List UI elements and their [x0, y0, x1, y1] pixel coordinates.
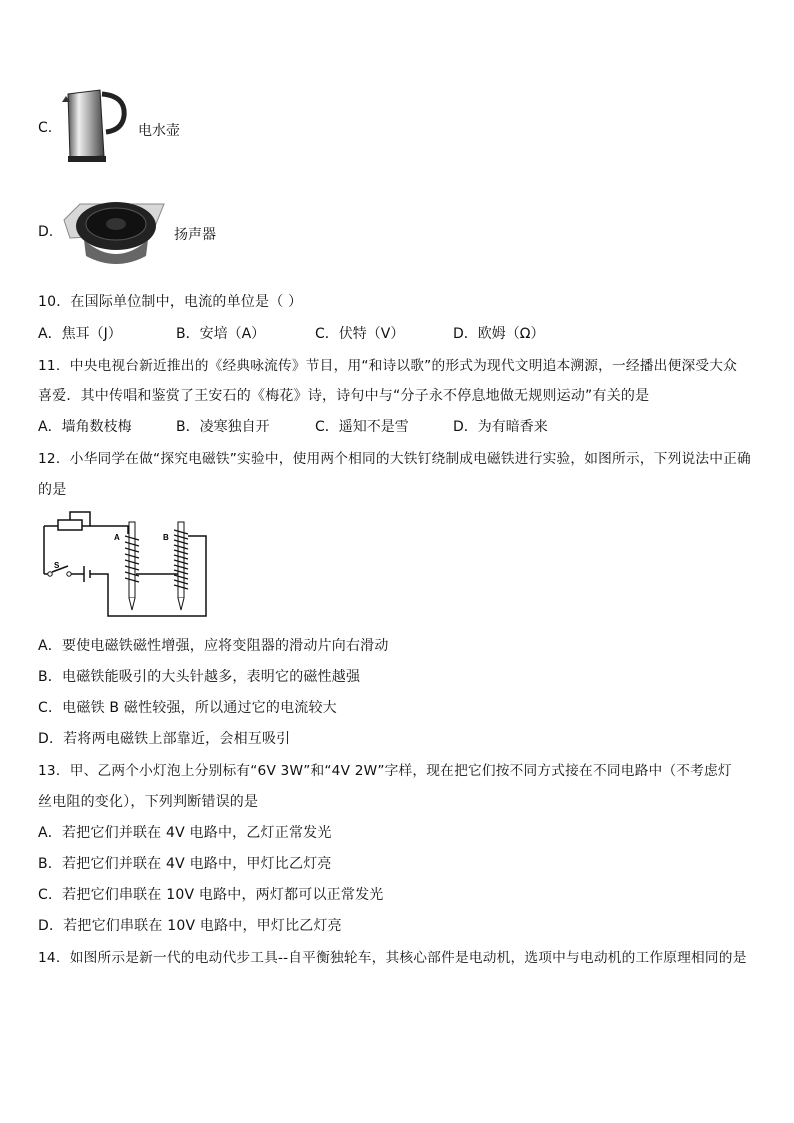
- question-11-option-d: D．为有暗香来: [453, 419, 548, 435]
- question-11-stem-line1: 11．中央电视台新近推出的《经典咏流传》节目，用“和诗以歌”的形式为现代文明追本溯源，一经播出便深受大众: [38, 358, 738, 374]
- option-d-letter: D.: [38, 224, 54, 240]
- electromagnet-circuit-diagram: [38, 506, 210, 622]
- question-10-option-b: B．安培（A）: [176, 326, 266, 342]
- question-10-option-c: C．伏特（V）: [315, 326, 405, 342]
- question-13-stem-line1: 13．甲、乙两个小灯泡上分别标有“6V 3W”和“4V 2W”字样，现在把它们按不同方式接在不同电路中（不考虑灯: [38, 763, 732, 779]
- question-14-stem: 14．如图所示是新一代的电动代步工具--自平衡独轮车，其核心部件是电动机，选项中与电动机的工作原理相同的是: [38, 950, 747, 966]
- question-10-option-a: A．焦耳（J）: [38, 326, 122, 342]
- nail-b: [174, 522, 188, 610]
- label-s: S: [54, 561, 60, 570]
- question-13-option-b: B．若把它们并联在 4V 电路中，甲灯比乙灯亮: [38, 856, 332, 872]
- question-13-option-a: A．若把它们并联在 4V 电路中，乙灯正常发光: [38, 825, 332, 841]
- label-a: A: [114, 533, 120, 542]
- question-10-option-d: D．欧姆（Ω）: [453, 326, 545, 342]
- question-11-option-c: C．遥知不是雪: [315, 419, 409, 435]
- question-12-option-b: B．电磁铁能吸引的大头针越多，表明它的磁性越强: [38, 669, 361, 685]
- question-11-option-b: B．凌寒独自开: [176, 419, 270, 435]
- option-c-label: 电水壶: [138, 123, 180, 139]
- electric-kettle-image: [60, 86, 130, 164]
- loudspeaker-image: [60, 190, 170, 270]
- option-c-letter: C.: [38, 120, 53, 136]
- question-11-stem-line2: 喜爱．其中传唱和鉴赏了王安石的《梅花》诗，诗句中与“分子永不停息地做无规则运动”有关的是: [38, 388, 650, 404]
- question-12-option-d: D．若将两电磁铁上部靠近，会相互吸引: [38, 731, 291, 747]
- question-13-option-c: C．若把它们串联在 10V 电路中，两灯都可以正常发光: [38, 887, 384, 903]
- option-d-label: 扬声器: [174, 227, 216, 243]
- question-10-stem: 10．在国际单位制中，电流的单位是（ ）: [38, 294, 303, 310]
- label-b: B: [163, 533, 169, 542]
- question-12-stem-line2: 的是: [38, 482, 67, 498]
- nail-a: [125, 522, 139, 610]
- question-12-option-c: C．电磁铁 B 磁性较强，所以通过它的电流较大: [38, 700, 337, 716]
- question-13-stem-line2: 丝电阻的变化），下列判断错误的是: [38, 794, 259, 810]
- question-11-option-a: A．墙角数枝梅: [38, 419, 132, 435]
- question-13-option-d: D．若把它们串联在 10V 电路中，甲灯比乙灯亮: [38, 918, 342, 934]
- question-12-option-a: A．要使电磁铁磁性增强，应将变阻器的滑动片向右滑动: [38, 638, 389, 654]
- question-12-stem-line1: 12．小华同学在做“探究电磁铁”实验中，使用两个相同的大铁钉绕制成电磁铁进行实验，如图所示，下列说法中正确: [38, 451, 751, 467]
